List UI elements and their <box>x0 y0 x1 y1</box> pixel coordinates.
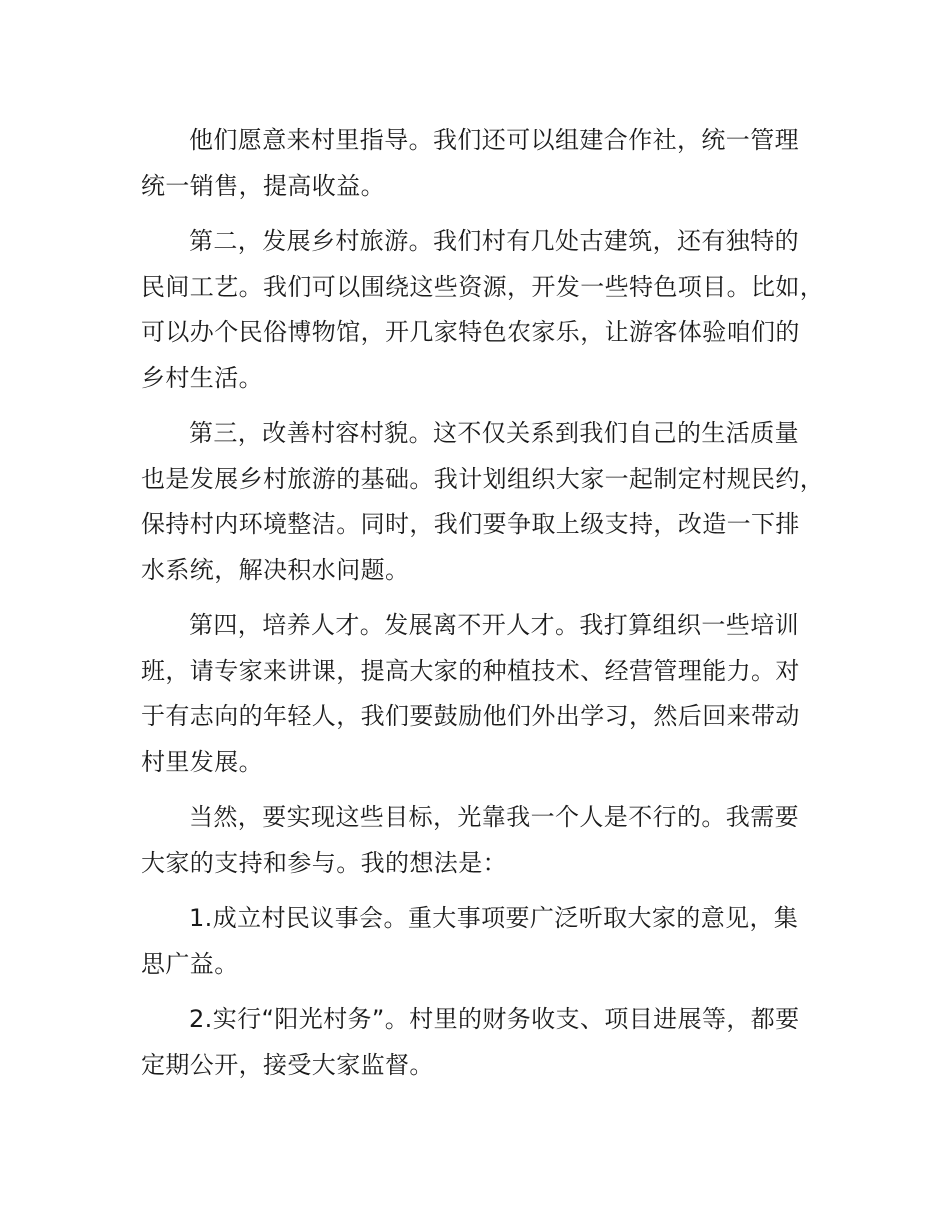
paragraph-line: 乡村生活。 <box>141 363 263 392</box>
paragraph-line: 思广益。 <box>141 949 239 978</box>
paragraph-village-guidance <box>141 118 831 209</box>
paragraph-support-request <box>141 795 831 886</box>
paragraph-village-appearance <box>141 411 831 593</box>
list-item-transparent-affairs <box>141 997 831 1088</box>
paragraph-line: 当然，要实现这些目标，光靠我一个人是不行的。我需要 <box>189 803 799 831</box>
document-body <box>141 118 831 1098</box>
paragraph-line: 保持村内环境整洁。同时，我们要争取上级支持，改造一下排 <box>141 510 800 538</box>
paragraph-line: 他们愿意来村里指导。我们还可以组建合作社，统一管理 <box>189 126 799 154</box>
list-item-villager-council <box>141 896 831 987</box>
paragraph-line: 统一销售，提高收益。 <box>141 171 385 200</box>
paragraph-line: 于有志向的年轻人，我们要鼓励他们外出学习，然后回来带动 <box>141 702 800 730</box>
paragraph-line: 定期公开，接受大家监督。 <box>141 1050 434 1079</box>
paragraph-line: 水系统，解决积水问题。 <box>141 555 410 584</box>
paragraph-rural-tourism <box>141 219 831 401</box>
paragraph-line: 第二，发展乡村旅游。我们村有几处古建筑，还有独特的 <box>189 227 799 255</box>
paragraph-line: 也是发展乡村旅游的基础。我计划组织大家一起制定村规民约， <box>141 464 825 493</box>
paragraph-talent-training <box>141 603 831 785</box>
paragraph-line: 村里发展。 <box>141 747 263 776</box>
paragraph-line: 可以办个民俗博物馆，开几家特色农家乐，让游客体验咱们的 <box>141 318 800 346</box>
paragraph-line: 第三，改善村容村貌。这不仅关系到我们自己的生活质量 <box>189 419 799 447</box>
paragraph-line: 2.实行“阳光村务”。村里的财务收支、项目进展等，都要 <box>189 1005 800 1033</box>
paragraph-line: 班，请专家来讲课，提高大家的种植技术、经营管理能力。对 <box>141 656 800 685</box>
paragraph-line: 第四，培养人才。发展离不开人才。我打算组织一些培训 <box>189 611 799 639</box>
paragraph-line: 大家的支持和参与。我的想法是： <box>141 848 507 877</box>
paragraph-line: 1.成立村民议事会。重大事项要广泛听取大家的意见，集 <box>189 904 799 932</box>
paragraph-line: 民间工艺。我们可以围绕这些资源，开发一些特色项目。比如， <box>141 272 825 301</box>
